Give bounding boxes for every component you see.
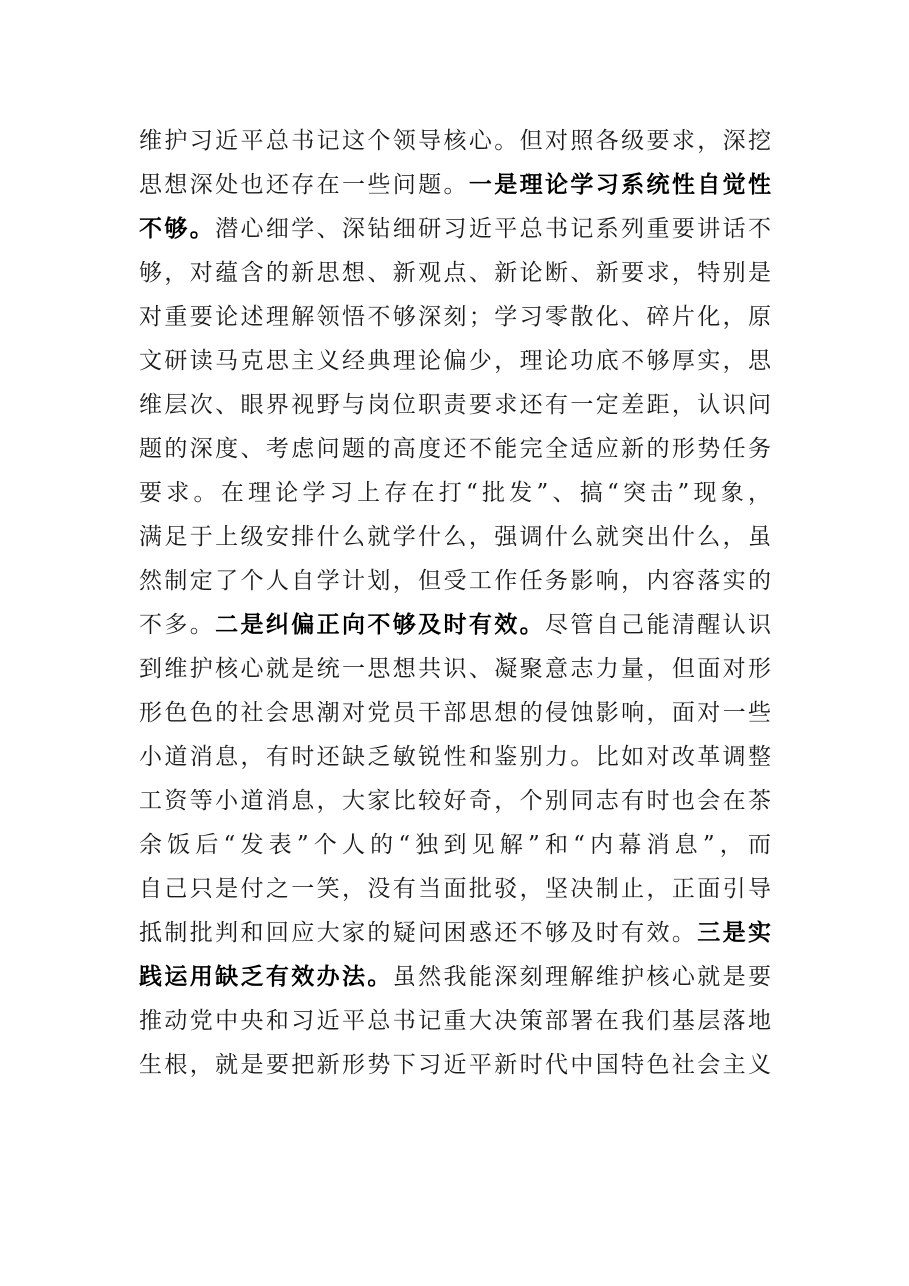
text-line bbox=[139, 647, 771, 691]
text-segment: 维护习近平总书记这个领导核心。但对照各级要求，深挖 bbox=[139, 128, 771, 154]
text-line bbox=[139, 999, 771, 1043]
text-segment: 推动党中央和习近平总书记重大决策部署在我们基层落地 bbox=[139, 1008, 771, 1034]
text-line bbox=[139, 251, 771, 295]
bold-heading-segment: 不够。 bbox=[139, 216, 216, 242]
text-line bbox=[139, 603, 771, 647]
text-segment: 生根，就是要把新形势下习近平新时代中国特色社会主义 bbox=[139, 1052, 771, 1078]
text-segment: 不多。 bbox=[139, 612, 216, 638]
text-segment: 小道消息，有时还缺乏敏锐性和鉴别力。比如对改革调整 bbox=[139, 744, 771, 770]
text-segment: 满足于上级安排什么就学什么，强调什么就突出什么，虽 bbox=[139, 524, 771, 550]
text-segment: 形色色的社会思潮对党员干部思想的侵蚀影响，面对一些 bbox=[139, 700, 771, 726]
text-line bbox=[139, 691, 771, 735]
text-line bbox=[139, 383, 771, 427]
bold-heading-segment: 二是纠偏正向不够及时有效。 bbox=[215, 612, 545, 638]
text-segment: 余饭后“发表”个人的“独到见解”和“内幕消息”，而 bbox=[139, 832, 771, 858]
text-line bbox=[139, 515, 771, 559]
text-segment: 够，对蕴含的新思想、新观点、新论断、新要求，特别是 bbox=[139, 260, 771, 286]
bold-heading-segment: 三是实 bbox=[697, 920, 771, 946]
text-segment: 对重要论述理解领悟不够深刻；学习零散化、碎片化，原 bbox=[139, 304, 771, 330]
text-segment: 然制定了个人自学计划，但受工作任务影响，内容落实的 bbox=[139, 568, 771, 594]
text-segment: 要求。在理论学习上存在打“批发”、搞“突击”现象， bbox=[139, 480, 771, 506]
body-text bbox=[139, 119, 771, 1087]
text-segment: 文研读马克思主义经典理论偏少，理论功底不够厚实，思 bbox=[139, 348, 771, 374]
bold-heading-segment: 一是理论学习系统性自觉性 bbox=[468, 172, 771, 198]
text-line bbox=[139, 823, 771, 867]
text-line bbox=[139, 955, 771, 999]
text-line bbox=[139, 735, 771, 779]
text-segment: 尽管自己能清醒认识 bbox=[545, 612, 771, 638]
text-segment: 题的深度、考虑问题的高度还不能完全适应新的形势任务 bbox=[139, 436, 771, 462]
text-line bbox=[139, 779, 771, 823]
text-segment: 自己只是付之一笑，没有当面批驳，坚决制止，正面引导 bbox=[139, 876, 771, 902]
text-line bbox=[139, 295, 771, 339]
text-line bbox=[139, 911, 771, 955]
text-segment: 维层次、眼界视野与岗位职责要求还有一定差距，认识问 bbox=[139, 392, 771, 418]
text-line bbox=[139, 867, 771, 911]
text-segment: 到维护核心就是统一思想共识、凝聚意志力量，但面对形 bbox=[139, 656, 771, 682]
text-segment: 虽然我能深刻理解维护核心就是要 bbox=[392, 964, 771, 990]
text-segment: 思想深处也还存在一些问题。 bbox=[139, 172, 469, 198]
text-segment: 工资等小道消息，大家比较好奇，个别同志有时也会在茶 bbox=[139, 788, 771, 814]
text-segment: 抵制批判和回应大家的疑问困惑还不够及时有效。 bbox=[139, 920, 698, 946]
text-line bbox=[139, 427, 771, 471]
text-line bbox=[139, 559, 771, 603]
bold-heading-segment: 践运用缺乏有效办法。 bbox=[139, 964, 393, 990]
text-segment: 潜心细学、深钻细研习近平总书记系列重要讲话不 bbox=[215, 216, 771, 242]
text-line bbox=[139, 163, 771, 207]
text-line bbox=[139, 1043, 771, 1087]
text-line bbox=[139, 119, 771, 163]
text-line bbox=[139, 207, 771, 251]
text-line bbox=[139, 471, 771, 515]
text-line bbox=[139, 339, 771, 383]
